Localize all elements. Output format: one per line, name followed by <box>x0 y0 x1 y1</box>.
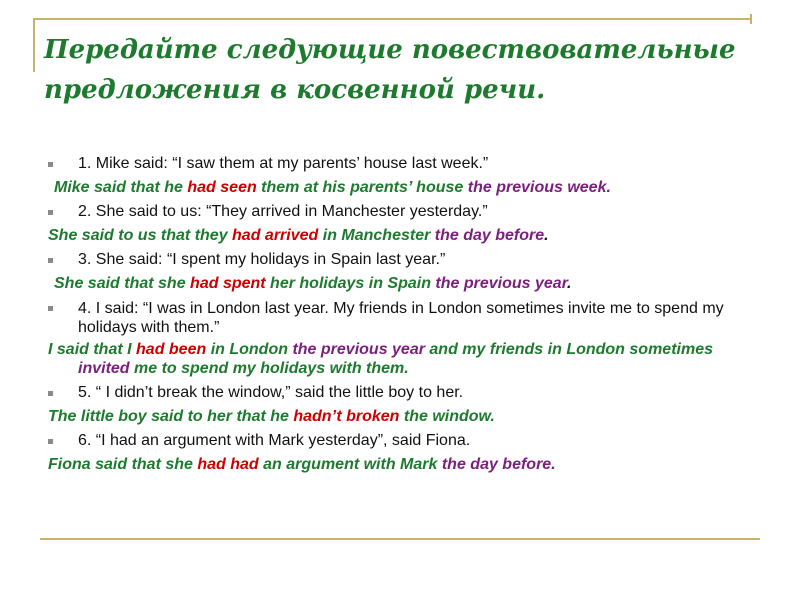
answer-segment: I said that I <box>48 341 137 358</box>
bullet-square-icon <box>48 258 53 263</box>
answer-segment: in London <box>206 341 293 358</box>
question-text: 5. “ I didn’t break the window,” said the little boy to her. <box>78 384 464 401</box>
answer-segment: hadn’t broken <box>293 408 400 425</box>
answer-4 <box>48 340 758 378</box>
bullet-square-icon <box>48 306 53 311</box>
bullet-square-icon <box>48 210 53 215</box>
bullet-square-icon <box>48 391 53 396</box>
bullet-square-icon <box>48 439 53 444</box>
answer-segment: the day before <box>434 227 545 244</box>
answer-segment: Mike said that he <box>54 179 188 196</box>
answer-segment: invited <box>78 360 130 377</box>
answer-segment: She said to us that they <box>48 227 233 244</box>
answer-1 <box>48 176 758 200</box>
answer-segment: had spent <box>190 275 266 292</box>
slide-title: Передайте следующие повествовательные предложения в косвенной речи. <box>44 35 736 105</box>
answer-segment: She said that she <box>54 275 191 292</box>
answer-segment: and my friends in London sometimes <box>424 341 713 358</box>
answer-6 <box>48 453 758 477</box>
answer-segment: . <box>544 227 549 244</box>
question-text: 6. “I had an argument with Mark yesterday”, said Fiona. <box>78 432 471 449</box>
top-divider <box>33 18 751 20</box>
question-text: 2. She said to us: “They arrived in Manchester yesterday.” <box>78 203 488 220</box>
answer-segment: had been <box>136 341 207 358</box>
answer-segment: the day before. <box>441 456 556 473</box>
question-4 <box>48 299 758 337</box>
left-divider <box>33 18 35 72</box>
answer-segment: the previous week. <box>467 179 611 196</box>
question-3 <box>48 248 758 272</box>
answer-segment: the previous year <box>292 341 425 358</box>
answer-segment: had seen <box>187 179 257 196</box>
answer-segment: in Manchester <box>318 227 435 244</box>
answer-3 <box>48 272 758 296</box>
answer-5 <box>48 405 758 429</box>
top-right-tick <box>750 14 752 24</box>
answer-segment: them at his parents’ house <box>256 179 468 196</box>
question-text: 3. She said: “I spent my holidays in Spain last year.” <box>78 251 446 268</box>
answer-segment: the previous year <box>435 275 568 292</box>
question-2 <box>48 200 758 224</box>
question-6 <box>48 429 758 453</box>
bottom-divider <box>40 538 760 540</box>
question-text: 4. I said: “I was in London last year. My friends in London sometimes invite me to spend my holidays with them.” <box>78 300 724 336</box>
bullet-square-icon <box>48 162 53 167</box>
answer-segment: . <box>567 275 572 292</box>
answer-segment: Fiona said that she <box>48 456 198 473</box>
answer-segment: an argument with Mark <box>258 456 442 473</box>
answer-segment: the window. <box>399 408 495 425</box>
question-1 <box>48 152 758 176</box>
answer-segment: had had <box>197 456 259 473</box>
answer-2 <box>48 224 758 248</box>
answer-segment: her holidays in Spain <box>265 275 436 292</box>
answer-segment: had arrived <box>232 227 319 244</box>
answer-segment: me to spend my holidays with them. <box>129 360 409 377</box>
exercise-list <box>48 152 758 477</box>
question-text: 1. Mike said: “I saw them at my parents’ house last week.” <box>78 155 489 172</box>
question-5 <box>48 381 758 405</box>
answer-segment: The little boy said to her that he <box>48 408 294 425</box>
